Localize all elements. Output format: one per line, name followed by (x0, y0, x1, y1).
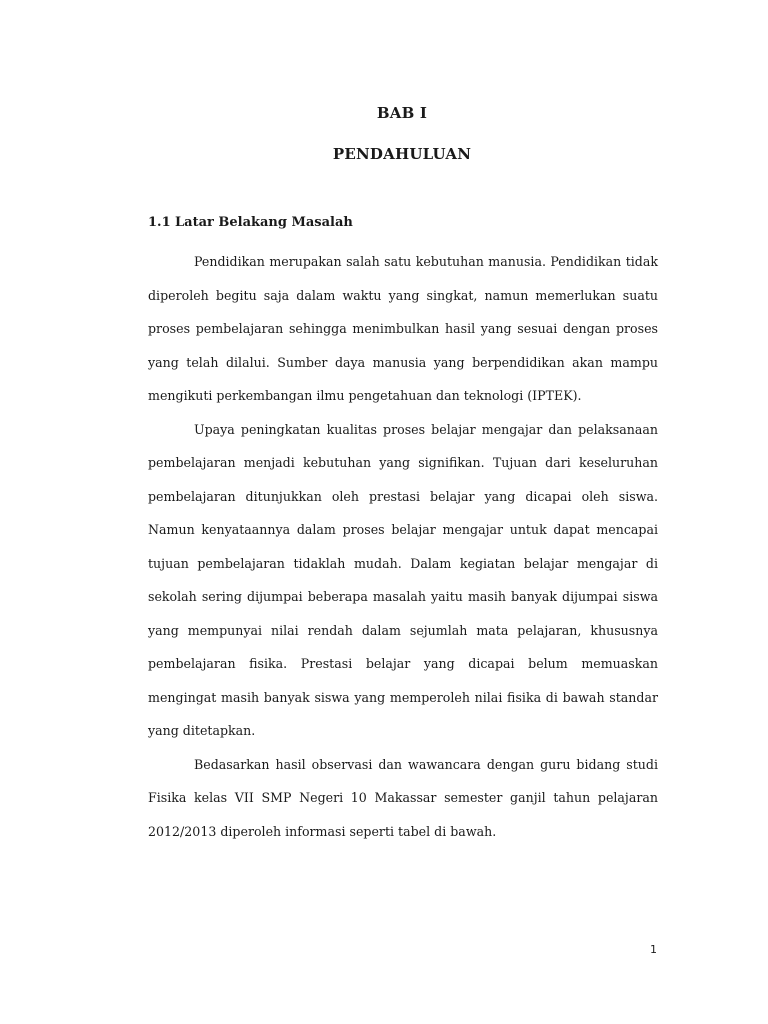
chapter-number: BAB I (376, 104, 428, 122)
paragraph-2: Upaya peningkatan kualitas proses belajar mengajar dan pelaksanaan pembelajaran menjadi kebutuhan yang signifikan. Tujuan dari keseluruhan pembelajaran ditunjukkan oleh prestasi belajar yang dicapai oleh siswa. Namun kenyataannya dalam proses belajar mengajar untuk dapat mencapai tujuan pembelajaran tidaklah mudah. Dalam kegiatan belajar mengajar di sekolah sering dijumpai beberapa masalah yaitu masih banyak dijumpai siswa yang mempunyai nilai rendah dalam sejumlah mata pelajaran, khususnya pembelajaran fisika. Prestasi belajar yang dicapai belum memuaskan mengingat masih banyak siswa yang memperoleh nilai fisika di bawah standar yang ditetapkan. (148, 421, 658, 738)
paragraph-3: Bedasarkan hasil observasi dan wawancara dengan guru bidang studi Fisika kelas VII SMP Negeri 10 Makassar semester ganjil tahun pelajaran 2012/2013 diperoleh informasi seperti tabel di bawah. (148, 756, 658, 839)
page-number: 1 (650, 943, 657, 956)
body-text (148, 245, 658, 848)
paragraph-1: Pendidikan merupakan salah satu kebutuhan manusia. Pendidikan tidak diperoleh begitu saja dalam waktu yang singkat, namun memerlukan suatu proses pembelajaran sehingga menimbulkan hasil yang sesuai dengan proses yang telah dilalui. Sumber daya manusia yang berpendidikan akan mampu mengikuti perkembangan ilmu pengetahuan dan teknologi (IPTEK). (148, 254, 658, 403)
section-heading (148, 215, 353, 230)
section-title: Latar Belakang Masalah (175, 215, 353, 230)
chapter-title: PENDAHULUAN (332, 145, 472, 163)
section-number: 1.1 (148, 215, 171, 230)
